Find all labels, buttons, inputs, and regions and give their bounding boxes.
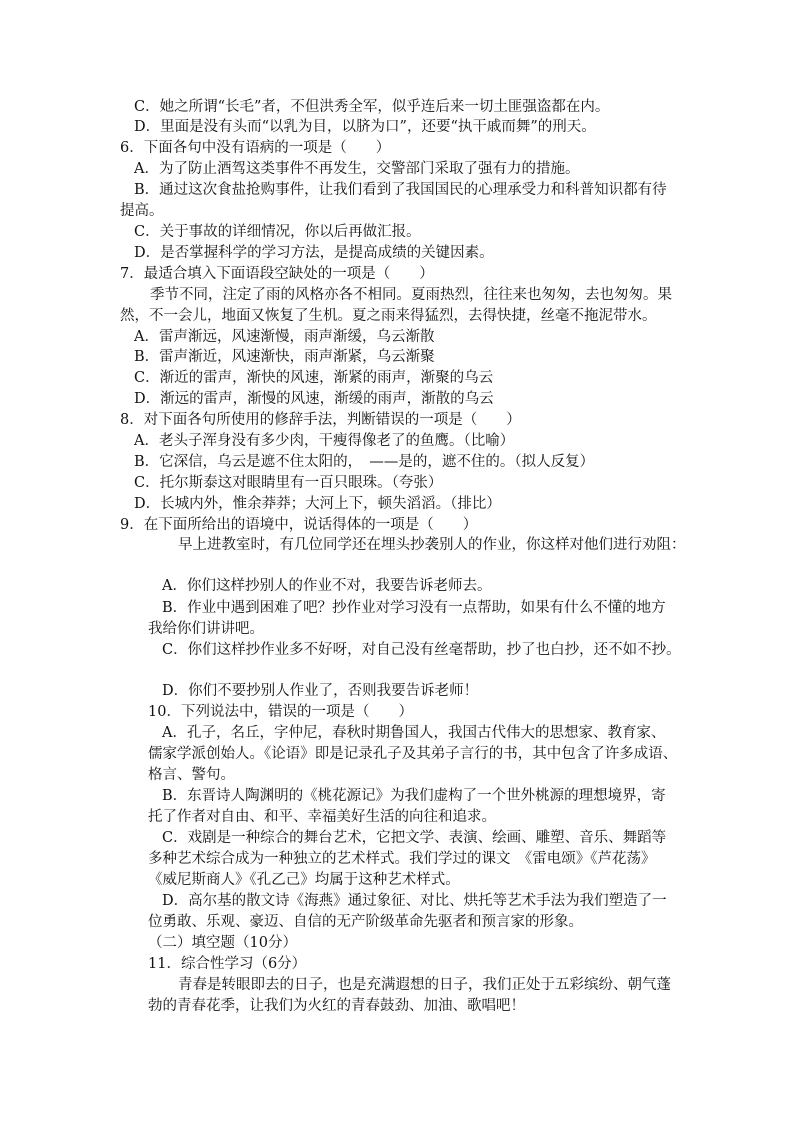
q9-context: 早上进教室时，有几位同学还在埋头抄袭别人的作业，你这样对他们进行劝阻： (178, 537, 686, 553)
q10-stem: 10．下列说法中，错误的一项是（ ） (148, 704, 413, 720)
q10-option-a-cont1: 儒家学派创始人。《论语》即是记录孔子及其弟子言行的书，其中包含了许多成语、 (148, 746, 678, 762)
q7-option-b: B．雷声渐近，风速渐快，雨声渐紧，乌云渐聚 (134, 349, 435, 365)
section-fill-in-heading: （二）填空题（10分） (148, 935, 297, 951)
q8-stem: 8．对下面各句所使用的修辞手法，判断错误的一项是（ ） (120, 412, 521, 428)
q9-option-b: B．作业中遇到困难了吧？抄作业对学习没有一点帮助，如果有什么不懂的地方 (162, 600, 666, 616)
q9-option-a: A．你们这样抄别人的作业不对，我要告诉老师去。 (162, 578, 492, 594)
q8-option-c: C．托尔斯泰这对眼睛里有一百只眼珠。（夸张） (134, 475, 443, 491)
q11-passage-line1: 青春是转眼即去的日子，也是充满遐想的日子，我们正处于五彩缤纷、朝气蓬 (178, 977, 671, 993)
q6-stem: 6．下面各句中没有语病的一项是（ ） (120, 140, 391, 156)
q5-option-d: D．里面是没有头而“以乳为目，以脐为口”，还要“执干戚而舞”的刑天。 (134, 119, 596, 135)
q10-option-b: B．东晋诗人陶渊明的《桃花源记》为我们虚构了一个世外桃源的理想境界，寄 (162, 788, 666, 804)
q9-option-d: D．你们不要抄别人作业了，否则我要告诉老师！ (162, 683, 479, 699)
q10-option-c-cont2: 《威尼斯商人》《孔乙己》均属于这种艺术样式。 (148, 872, 460, 888)
q8-option-d: D．长城内外，惟余莽莽；大河上下，顿失滔滔。（排比） (134, 496, 501, 512)
q5-option-c: C．她之所谓“长毛”者，不但洪秀全军，似乎连后来一切土匪强盗都在内。 (134, 99, 610, 115)
q10-option-c: C．戏剧是一种综合的舞台艺术，它把文学、表演、绘画、雕塑、音乐、舞蹈等 (162, 830, 667, 846)
q8-option-b: B．它深信，乌云是遮不住太阳的， ——是的，遮不住的。（拟人反复） (134, 454, 595, 470)
q10-option-d-cont: 位勇敢、乐观、豪迈、自信的无产阶级革命先驱者和预言家的形象。 (148, 914, 583, 930)
q6-option-b: B．通过这次食盐抢购事件，让我们看到了我国国民的心理承受力和科普知识都有待 (134, 182, 667, 198)
q7-option-d: D．渐远的雷声，渐慢的风速，渐缓的雨声，渐散的乌云 (134, 391, 494, 407)
q6-option-b-cont: 提高。 (120, 203, 164, 219)
q7-option-c: C．渐近的雷声，渐快的风速，渐紧的雨声，渐聚的乌云 (134, 370, 494, 386)
q8-option-a: A．老头子浑身没有多少肉，干瘦得像老了的鱼鹰。（比喻） (134, 433, 515, 449)
q6-option-d: D．是否掌握科学的学习方法，是提高成绩的关键因素。 (134, 245, 494, 261)
q9-option-b-cont: 我给你们讲讲吧。 (148, 621, 264, 637)
q7-option-a: A．雷声渐远，风速渐慢，雨声渐缓，乌云渐散 (134, 329, 435, 345)
q10-option-d: D．高尔基的散文诗《海燕》通过象征、对比、烘托等艺术手法为我们塑造了一 (162, 893, 667, 909)
q11-passage-line2: 勃的青春花季，让我们为火红的青春鼓劲、加油、歌唱吧！ (148, 998, 525, 1014)
q10-option-c-cont1: 多种艺术综合成为一种独立的艺术样式。我们学过的课文 《雷电颂》《芦花荡》 (148, 851, 656, 867)
q7-stem: 7．最适合填入下面语段空缺处的一项是（ ） (120, 266, 434, 282)
q10-option-a-cont2: 格言、警句。 (148, 767, 235, 783)
q6-option-c: C．关于事故的详细情况，你以后再做汇报。 (134, 224, 421, 240)
q9-option-c: C．你们这样抄作业多不好呀，对自己没有丝毫帮助，抄了也白抄，还不如不抄。 (162, 642, 681, 658)
q7-passage-line1: 季节不同，注定了雨的风格亦各不相同。夏雨热烈，往往来也匆匆，去也匆匆。果 (150, 287, 672, 303)
q6-option-a: A．为了防止酒驾这类事件不再发生，交警部门采取了强有力的措施。 (134, 161, 580, 177)
q9-stem: 9．在下面所给出的语境中，说话得体的一项是（ ） (120, 517, 478, 533)
q10-option-a: A．孔子，名丘，字仲尼，春秋时期鲁国人，我国古代伟大的思想家、教育家、 (162, 725, 666, 741)
q10-option-b-cont: 托了作者对自由、和平、幸福美好生活的向往和追求。 (148, 809, 496, 825)
q11-stem: 11．综合性学习（6分） (148, 956, 307, 972)
q7-passage-line2: 然，不一会儿，地面又恢复了生机。夏之雨来得猛烈，去得快捷，丝毫不拖泥带水。 (120, 308, 657, 324)
